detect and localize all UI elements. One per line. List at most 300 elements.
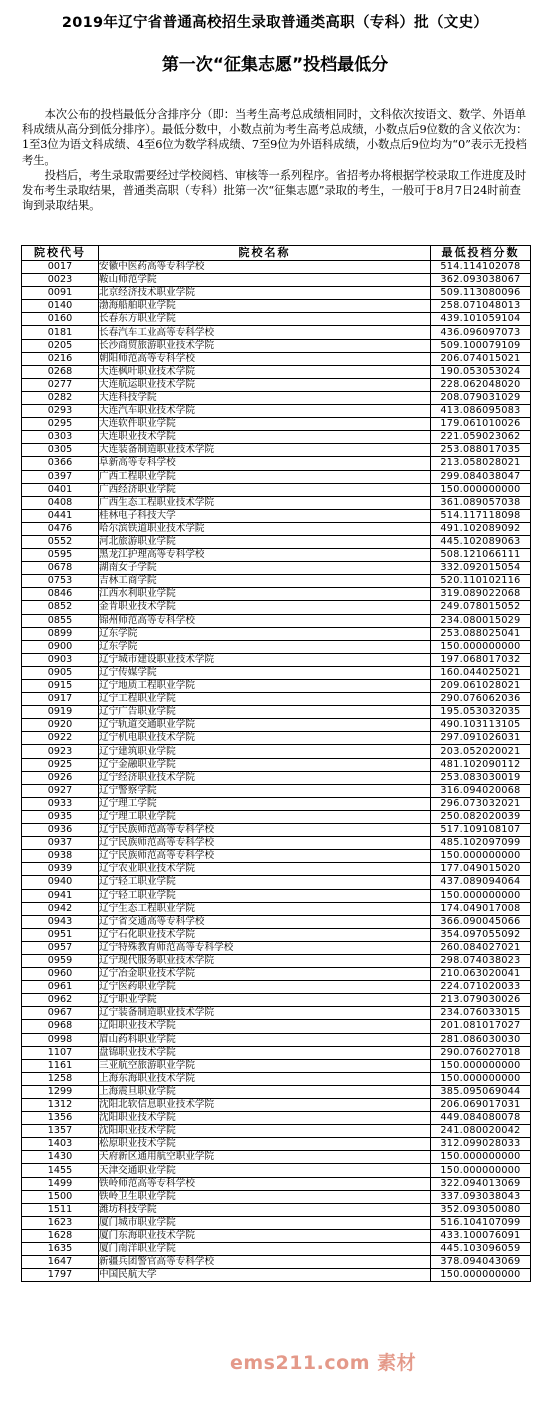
table-row — [22, 680, 531, 693]
school-name: 三亚航空旅游职业学院 — [99, 1059, 431, 1072]
school-name: 天府新区通用航空职业学院 — [99, 1151, 431, 1164]
table-row — [22, 902, 531, 915]
school-code: 1635 — [22, 1243, 99, 1256]
school-name: 大连航运职业技术学院 — [99, 378, 431, 391]
document-title: 2019年辽宁省普通高校招生录取普通类高职（专科）批（文史） — [61, 15, 489, 31]
min-score: 290.076027018 — [431, 1046, 531, 1059]
table-row — [22, 470, 531, 483]
min-score: 150.000000000 — [431, 889, 531, 902]
min-score: 322.094013069 — [431, 1177, 531, 1190]
table-row — [22, 1059, 531, 1072]
score-table — [21, 245, 531, 1282]
min-score: 221.059023062 — [431, 431, 531, 444]
table-row — [22, 994, 531, 1007]
table-row — [22, 928, 531, 941]
min-score: 258.071048013 — [431, 300, 531, 313]
school-name: 沈阳职业技术学院 — [99, 1125, 431, 1138]
school-name: 哈尔滨铁道职业技术学院 — [99, 522, 431, 535]
document-subtitle: 第一次“征集志愿”投档最低分 — [161, 55, 389, 75]
school-code: 0943 — [22, 915, 99, 928]
school-code: 0936 — [22, 824, 99, 837]
table-row — [22, 535, 531, 548]
school-name: 辽宁装备制造职业技术学院 — [99, 1007, 431, 1020]
table-row — [22, 758, 531, 771]
min-score: 514.117118098 — [431, 509, 531, 522]
min-score: 150.000000000 — [431, 1151, 531, 1164]
school-name: 辽宁理工学院 — [99, 797, 431, 810]
table-row — [22, 1256, 531, 1269]
min-score: 210.063020041 — [431, 968, 531, 981]
table-row — [22, 378, 531, 391]
school-code: 0277 — [22, 378, 99, 391]
school-code: 1258 — [22, 1072, 99, 1085]
school-code: 1161 — [22, 1059, 99, 1072]
school-name: 沈阳职业技术学院 — [99, 1112, 431, 1125]
school-name: 长春汽车工业高等专科学校 — [99, 326, 431, 339]
school-name: 盘锦职业技术学院 — [99, 1046, 431, 1059]
min-score: 362.093038067 — [431, 274, 531, 287]
table-row — [22, 326, 531, 339]
min-score: 203.052020021 — [431, 745, 531, 758]
school-code: 0905 — [22, 666, 99, 679]
table-row — [22, 889, 531, 902]
school-code: 1511 — [22, 1203, 99, 1216]
school-code: 0941 — [22, 889, 99, 902]
min-score: 296.073032021 — [431, 797, 531, 810]
school-name: 大连软件职业学院 — [99, 418, 431, 431]
school-code: 0942 — [22, 902, 99, 915]
school-code: 0961 — [22, 981, 99, 994]
notice-paragraph: 投档后，考生录取需要经过学校阅档、审核等一系列程序。省招考办将根据学校录取工作进度及时发布考生录取结果，普通类高职（专科）批第一次“征集志愿”录取的考生，一般可于8月7日24时前查询到录取结果。 — [22, 168, 527, 213]
table-body — [22, 261, 531, 1282]
table-row — [22, 300, 531, 313]
min-score: 361.089057038 — [431, 496, 531, 509]
school-code: 0678 — [22, 562, 99, 575]
table-row — [22, 653, 531, 666]
table-row — [22, 313, 531, 326]
school-name: 厦门东海职业技术学院 — [99, 1229, 431, 1242]
min-score: 385.095069044 — [431, 1085, 531, 1098]
min-score: 517.109108107 — [431, 824, 531, 837]
school-code: 1356 — [22, 1112, 99, 1125]
table-row — [22, 784, 531, 797]
table-row — [22, 391, 531, 404]
school-code: 1430 — [22, 1151, 99, 1164]
school-code: 0303 — [22, 431, 99, 444]
school-name: 辽宁冶金职业技术学院 — [99, 968, 431, 981]
school-code: 0753 — [22, 575, 99, 588]
school-code: 0917 — [22, 693, 99, 706]
table-row — [22, 1203, 531, 1216]
school-name: 辽宁生态工程职业学院 — [99, 902, 431, 915]
min-score: 213.058028021 — [431, 457, 531, 470]
school-code: 0216 — [22, 352, 99, 365]
table-row — [22, 1190, 531, 1203]
table-row — [22, 797, 531, 810]
school-name: 厦门城市职业学院 — [99, 1216, 431, 1229]
min-score: 433.100076091 — [431, 1229, 531, 1242]
school-code: 0968 — [22, 1020, 99, 1033]
min-score: 260.084027021 — [431, 941, 531, 954]
school-name: 阜新高等专科学校 — [99, 457, 431, 470]
table-row — [22, 405, 531, 418]
school-name: 辽宁警察学院 — [99, 784, 431, 797]
school-name: 辽宁轨道交通职业学院 — [99, 719, 431, 732]
table-row — [22, 457, 531, 470]
watermark: ems211.com 素材 — [230, 1352, 417, 1374]
school-code: 0937 — [22, 837, 99, 850]
min-score: 508.121066111 — [431, 549, 531, 562]
school-code: 0938 — [22, 850, 99, 863]
min-score: 177.049015020 — [431, 863, 531, 876]
school-code: 0959 — [22, 954, 99, 967]
school-name: 辽宁轻工职业学院 — [99, 889, 431, 902]
table-row — [22, 1216, 531, 1229]
table-row — [22, 915, 531, 928]
table-row — [22, 1072, 531, 1085]
min-score: 337.093038043 — [431, 1190, 531, 1203]
school-code: 0140 — [22, 300, 99, 313]
school-code: 0397 — [22, 470, 99, 483]
min-score: 150.000000000 — [431, 1164, 531, 1177]
school-name: 辽宁建筑职业学院 — [99, 745, 431, 758]
table-row — [22, 863, 531, 876]
min-score: 290.076062036 — [431, 693, 531, 706]
table-row — [22, 1269, 531, 1282]
min-score: 299.084038047 — [431, 470, 531, 483]
school-code: 0160 — [22, 313, 99, 326]
school-name: 辽宁理工职业学院 — [99, 810, 431, 823]
school-name: 辽宁民族师范高等专科学校 — [99, 837, 431, 850]
school-code: 0441 — [22, 509, 99, 522]
school-name: 辽宁金融职业学院 — [99, 758, 431, 771]
school-name: 渤海船舶职业学院 — [99, 300, 431, 313]
school-code: 0933 — [22, 797, 99, 810]
table-header-row — [22, 246, 531, 261]
school-code: 1628 — [22, 1229, 99, 1242]
min-score: 206.069017031 — [431, 1099, 531, 1112]
notice-text — [22, 107, 530, 213]
school-code: 0366 — [22, 457, 99, 470]
min-score: 354.097055092 — [431, 928, 531, 941]
school-name: 吉林工商学院 — [99, 575, 431, 588]
min-score: 228.062048020 — [431, 378, 531, 391]
table-row — [22, 693, 531, 706]
table-row — [22, 496, 531, 509]
table-row — [22, 562, 531, 575]
school-name: 辽宁农业职业技术学院 — [99, 863, 431, 876]
school-code: 0915 — [22, 680, 99, 693]
min-score: 436.096097073 — [431, 326, 531, 339]
school-code: 0962 — [22, 994, 99, 1007]
school-code: 1647 — [22, 1256, 99, 1269]
school-name: 辽宁现代服务职业技术学院 — [99, 954, 431, 967]
school-code: 0023 — [22, 274, 99, 287]
school-code: 0401 — [22, 483, 99, 496]
min-score: 249.078015052 — [431, 601, 531, 614]
min-score: 213.079030026 — [431, 994, 531, 1007]
min-score: 190.053053024 — [431, 365, 531, 378]
table-row — [22, 745, 531, 758]
min-score: 179.061010026 — [431, 418, 531, 431]
school-code: 1797 — [22, 1269, 99, 1282]
table-row — [22, 837, 531, 850]
school-code: 1623 — [22, 1216, 99, 1229]
table-row — [22, 1020, 531, 1033]
school-name: 黑龙江护理高等专科学校 — [99, 549, 431, 562]
table-row — [22, 1243, 531, 1256]
min-score: 197.068017032 — [431, 653, 531, 666]
min-score: 160.044025021 — [431, 666, 531, 679]
min-score: 520.110102116 — [431, 575, 531, 588]
min-score: 485.102097099 — [431, 837, 531, 850]
school-code: 0476 — [22, 522, 99, 535]
school-name: 北京经济技术职业学院 — [99, 287, 431, 300]
school-code: 0940 — [22, 876, 99, 889]
min-score: 150.000000000 — [431, 483, 531, 496]
table-row — [22, 365, 531, 378]
header-score: 最低投档分数 — [431, 246, 531, 261]
school-code: 0927 — [22, 784, 99, 797]
school-name: 厦门南洋职业学院 — [99, 1243, 431, 1256]
school-code: 1107 — [22, 1046, 99, 1059]
school-name: 新疆兵团警官高等专科学校 — [99, 1256, 431, 1269]
school-name: 河北旅游职业学院 — [99, 535, 431, 548]
school-name: 潍坊科技学院 — [99, 1203, 431, 1216]
min-score: 319.089022068 — [431, 588, 531, 601]
school-code: 0919 — [22, 706, 99, 719]
school-code: 0091 — [22, 287, 99, 300]
school-name: 大连科技学院 — [99, 391, 431, 404]
school-name: 铁岭师范高等专科学校 — [99, 1177, 431, 1190]
school-name: 辽宁广告职业学院 — [99, 706, 431, 719]
school-name: 辽宁民族师范高等专科学校 — [99, 824, 431, 837]
table-row — [22, 549, 531, 562]
school-name: 金肯职业技术学院 — [99, 601, 431, 614]
min-score: 234.076033015 — [431, 1007, 531, 1020]
table-row — [22, 418, 531, 431]
table-row — [22, 850, 531, 863]
min-score: 150.000000000 — [431, 640, 531, 653]
table-row — [22, 981, 531, 994]
min-score: 413.086095083 — [431, 405, 531, 418]
school-name: 辽东学院 — [99, 640, 431, 653]
school-code: 0295 — [22, 418, 99, 431]
school-name: 鞍山师范学院 — [99, 274, 431, 287]
table-row — [22, 706, 531, 719]
table-row — [22, 954, 531, 967]
table-row — [22, 352, 531, 365]
school-code: 0920 — [22, 719, 99, 732]
school-code: 0900 — [22, 640, 99, 653]
school-code: 0939 — [22, 863, 99, 876]
school-code: 0293 — [22, 405, 99, 418]
school-name: 辽宁石化职业技术学院 — [99, 928, 431, 941]
school-name: 桂林电子科技大学 — [99, 509, 431, 522]
min-score: 366.090045066 — [431, 915, 531, 928]
notice-paragraph: 本次公布的投档最低分含排序分（即：当考生高考总成绩相同时，文科依次按语文、数学、外语单科成绩从高分到低分排序）。最低分数中，小数点前为考生高考总成绩，小数点后9位数的含义依次为： 1至3位为语文科成绩、4至6位为数学科成绩、7至9位为外语科成绩，小数点后9位均为“0”表示无投档考生。 — [22, 108, 528, 167]
min-score: 209.061028021 — [431, 680, 531, 693]
table-row — [22, 719, 531, 732]
school-name: 上海震旦职业学院 — [99, 1085, 431, 1098]
min-score: 253.088017035 — [431, 444, 531, 457]
school-code: 1357 — [22, 1125, 99, 1138]
school-code: 0181 — [22, 326, 99, 339]
table-row — [22, 509, 531, 522]
school-name: 广西工程职业学院 — [99, 470, 431, 483]
school-name: 大连汽车职业技术学院 — [99, 405, 431, 418]
school-name: 上海东海职业技术学院 — [99, 1072, 431, 1085]
school-name: 朝阳师范高等专科学校 — [99, 352, 431, 365]
table-row — [22, 771, 531, 784]
school-name: 辽宁传媒学院 — [99, 666, 431, 679]
min-score: 514.114102078 — [431, 261, 531, 274]
min-score: 206.074015021 — [431, 352, 531, 365]
table-row — [22, 614, 531, 627]
min-score: 509.113080096 — [431, 287, 531, 300]
school-name: 长春东方职业学院 — [99, 313, 431, 326]
min-score: 224.071020033 — [431, 981, 531, 994]
school-name: 广西经济职业学院 — [99, 483, 431, 496]
school-name: 辽宁职业学院 — [99, 994, 431, 1007]
school-code: 0017 — [22, 261, 99, 274]
table-row — [22, 1046, 531, 1059]
min-score: 332.092015054 — [431, 562, 531, 575]
school-name: 辽阳职业技术学院 — [99, 1020, 431, 1033]
table-row — [22, 627, 531, 640]
school-code: 1500 — [22, 1190, 99, 1203]
school-name: 铁岭卫生职业学院 — [99, 1190, 431, 1203]
school-name: 江西水利职业学院 — [99, 588, 431, 601]
min-score: 491.102089092 — [431, 522, 531, 535]
school-name: 辽宁特殊教育师范高等专科学校 — [99, 941, 431, 954]
school-name: 沈阳北软信息职业技术学院 — [99, 1099, 431, 1112]
table-row — [22, 274, 531, 287]
table-row — [22, 444, 531, 457]
min-score: 253.088025041 — [431, 627, 531, 640]
header-code: 院校代号 — [22, 246, 99, 261]
school-code: 0903 — [22, 653, 99, 666]
school-name: 辽宁地质工程职业学院 — [99, 680, 431, 693]
school-name: 辽宁省交通高等专科学校 — [99, 915, 431, 928]
table-row — [22, 732, 531, 745]
table-row — [22, 1125, 531, 1138]
school-code: 0957 — [22, 941, 99, 954]
school-code: 0305 — [22, 444, 99, 457]
school-code: 0922 — [22, 732, 99, 745]
min-score: 437.089094064 — [431, 876, 531, 889]
min-score: 234.080015029 — [431, 614, 531, 627]
min-score: 516.104107099 — [431, 1216, 531, 1229]
min-score: 253.083030019 — [431, 771, 531, 784]
min-score: 445.102089063 — [431, 535, 531, 548]
school-code: 0855 — [22, 614, 99, 627]
school-name: 湖南女子学院 — [99, 562, 431, 575]
table-row — [22, 483, 531, 496]
school-name: 锦州师范高等专科学校 — [99, 614, 431, 627]
table-row — [22, 824, 531, 837]
min-score: 298.074038023 — [431, 954, 531, 967]
table-row — [22, 640, 531, 653]
min-score: 445.103096059 — [431, 1243, 531, 1256]
school-code: 0925 — [22, 758, 99, 771]
school-code: 0899 — [22, 627, 99, 640]
school-name: 大连装备制造职业技术学院 — [99, 444, 431, 457]
min-score: 297.091026031 — [431, 732, 531, 745]
school-code: 0923 — [22, 745, 99, 758]
table-row — [22, 1151, 531, 1164]
school-code: 1455 — [22, 1164, 99, 1177]
table-row — [22, 601, 531, 614]
school-name: 长沙商贸旅游职业技术学院 — [99, 339, 431, 352]
min-score: 509.100079109 — [431, 339, 531, 352]
school-name: 安徽中医药高等专科学校 — [99, 261, 431, 274]
table-row — [22, 431, 531, 444]
school-code: 0935 — [22, 810, 99, 823]
min-score: 481.102090112 — [431, 758, 531, 771]
school-name: 广西生态工程职业技术学院 — [99, 496, 431, 509]
min-score: 250.082020039 — [431, 810, 531, 823]
school-name: 辽宁民族师范高等专科学校 — [99, 850, 431, 863]
school-name: 松原职业技术学院 — [99, 1138, 431, 1151]
school-name: 辽宁医药职业学院 — [99, 981, 431, 994]
table-row — [22, 968, 531, 981]
school-name: 辽宁城市建设职业技术学院 — [99, 653, 431, 666]
min-score: 150.000000000 — [431, 850, 531, 863]
school-name: 辽宁轻工职业学院 — [99, 876, 431, 889]
table-row — [22, 339, 531, 352]
school-name: 辽宁机电职业技术学院 — [99, 732, 431, 745]
table-row — [22, 810, 531, 823]
table-row — [22, 1112, 531, 1125]
school-code: 0967 — [22, 1007, 99, 1020]
min-score: 208.079031029 — [431, 391, 531, 404]
min-score: 449.084080078 — [431, 1112, 531, 1125]
school-code: 0926 — [22, 771, 99, 784]
table-row — [22, 666, 531, 679]
min-score: 378.094043069 — [431, 1256, 531, 1269]
school-name: 辽东学院 — [99, 627, 431, 640]
table-row — [22, 575, 531, 588]
school-name: 眉山药科职业学院 — [99, 1033, 431, 1046]
min-score: 241.080020042 — [431, 1125, 531, 1138]
table-row — [22, 1229, 531, 1242]
min-score: 352.093050080 — [431, 1203, 531, 1216]
min-score: 150.000000000 — [431, 1269, 531, 1282]
school-name: 中国民航大学 — [99, 1269, 431, 1282]
school-code: 0960 — [22, 968, 99, 981]
school-name: 天津交通职业学院 — [99, 1164, 431, 1177]
header-name: 院校名称 — [99, 246, 431, 261]
min-score: 312.099028033 — [431, 1138, 531, 1151]
min-score: 439.101059104 — [431, 313, 531, 326]
min-score: 195.053032035 — [431, 706, 531, 719]
table-row — [22, 287, 531, 300]
min-score: 281.086030030 — [431, 1033, 531, 1046]
table-row — [22, 1085, 531, 1098]
school-name: 辽宁工程职业学院 — [99, 693, 431, 706]
table-row — [22, 261, 531, 274]
school-code: 0846 — [22, 588, 99, 601]
school-name: 大连枫叶职业技术学院 — [99, 365, 431, 378]
table-row — [22, 1033, 531, 1046]
table-row — [22, 876, 531, 889]
min-score: 490.103113105 — [431, 719, 531, 732]
school-code: 0282 — [22, 391, 99, 404]
school-code: 0998 — [22, 1033, 99, 1046]
school-code: 0408 — [22, 496, 99, 509]
school-code: 0268 — [22, 365, 99, 378]
